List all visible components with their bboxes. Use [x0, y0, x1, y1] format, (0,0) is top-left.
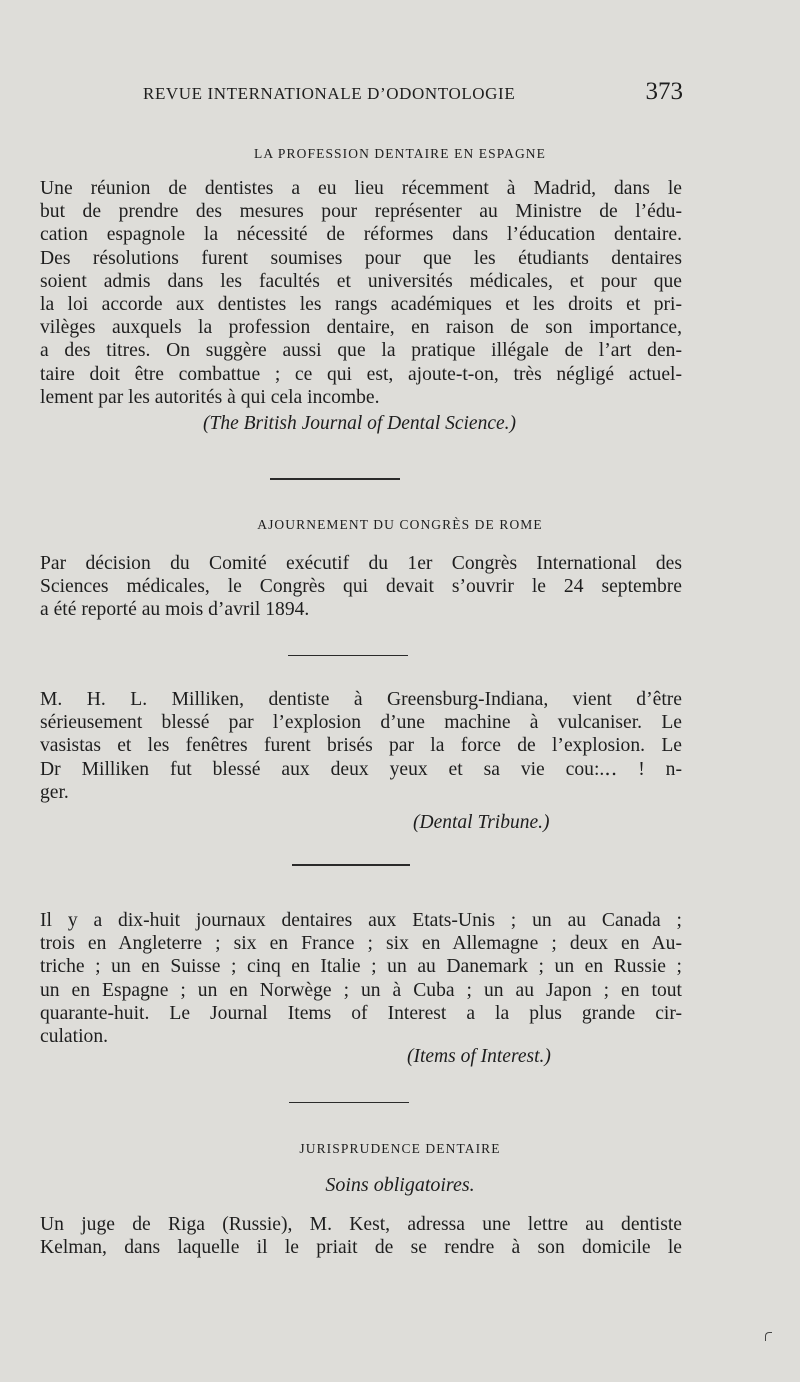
- text-line: a été reporté au mois d’avril 1894.: [40, 599, 310, 621]
- text-line: Par décision du Comité exécutif du 1er Congrès International des: [40, 553, 682, 574]
- text-line: vasistas et les fenêtres furent brisés par la force de l’explosion. Le: [40, 735, 682, 757]
- text-line: Il y a dix-huit journaux dentaires aux Etats-Unis ; un au Canada ;: [40, 910, 682, 931]
- text-line: sérieusement blessé par l’explosion d’une machine à vulcaniser. Le: [40, 712, 682, 734]
- section-heading-espagne: LA PROFESSION DENTAIRE EN ESPAGNE: [254, 146, 546, 161]
- section-subtitle: Soins obligatoires.: [325, 1174, 475, 1196]
- text-line: un en Espagne ; un en Norwège ; un à Cuba ; un au Japon ; en tout: [40, 979, 682, 1001]
- text-line: Dr Milliken fut blessé aux deux yeux et sa vie cou:.‥ ! n-: [40, 758, 682, 780]
- text-line: but de prendre des mesures pour représenter au Ministre de l’édu-: [40, 201, 682, 223]
- section-divider: [270, 478, 400, 480]
- paragraph-milliken: [40, 688, 682, 804]
- text-line: trois en Angleterre ; six en France ; six en Allemagne ; deux en Au-: [40, 933, 682, 955]
- section-divider: [288, 655, 408, 656]
- text-line: Des résolutions furent soumises pour que les étudiants dentaires: [40, 247, 682, 269]
- text-line: quarante-huit. Le Journal Items of Interest a la plus grande cir-: [40, 1002, 682, 1024]
- source-citation-milliken: (Dental Tribune.): [413, 812, 550, 833]
- text-line: triche ; un en Suisse ; cinq en Italie ; un au Danemark ; un en Russie ;: [40, 956, 682, 978]
- text-line: taire doit être combattue ; ce qui est, ajoute-t-on, très négligé actuel-: [40, 363, 682, 385]
- text-line: cation espagnole la nécessité de réformes dans l’éducation dentaire.: [40, 224, 682, 246]
- section-heading-jurisprudence: JURISPRUDENCE DENTAIRE: [299, 1141, 501, 1156]
- text-line: soient admis dans les facultés et universités médicales, et pour que: [40, 270, 682, 292]
- paragraph-rome: [40, 552, 682, 622]
- text-line: Un juge de Riga (Russie), M. Kest, adressa une lettre au dentiste: [40, 1214, 682, 1235]
- text-line: a des titres. On suggère aussi que la pratique illégale de l’art den-: [40, 340, 682, 362]
- source-citation-journaux: (Items of Interest.): [407, 1046, 551, 1067]
- section-divider: [289, 1102, 409, 1103]
- journal-title: REVUE INTERNATIONALE D’ODONTOLOGIE: [143, 84, 516, 103]
- text-line: Kelman, dans laquelle il le priait de se rendre à son domicile le: [40, 1237, 682, 1259]
- paragraph-journaux: [40, 909, 682, 1048]
- section-heading-rome: AJOURNEMENT DU CONGRÈS DE ROME: [257, 517, 543, 532]
- text-line: ger.: [40, 781, 69, 803]
- text-line: culation.: [40, 1026, 109, 1048]
- text-line: Sciences médicales, le Congrès qui devait s’ouvrir le 24 septembre: [40, 576, 682, 598]
- source-citation-espagne: (The British Journal of Dental Science.): [203, 413, 517, 434]
- ink-mark: [765, 1332, 772, 1341]
- text-line: vilèges auxquels la profession dentaire, en raison de son importance,: [40, 317, 682, 339]
- paragraph-espagne: [40, 177, 682, 409]
- text-line: M. H. L. Milliken, dentiste à Greensburg-Indiana, vient d’être: [40, 689, 682, 710]
- page-number: 373: [645, 78, 683, 105]
- text-line: la loi accorde aux dentistes les rangs académiques et les droits et pri-: [40, 294, 682, 316]
- text-line: Une réunion de dentistes a eu lieu récemment à Madrid, dans le: [40, 178, 682, 199]
- section-divider: [292, 864, 410, 866]
- paragraph-jurisprudence: [40, 1213, 682, 1259]
- text-line: lement par les autorités à qui cela incombe.: [40, 386, 380, 408]
